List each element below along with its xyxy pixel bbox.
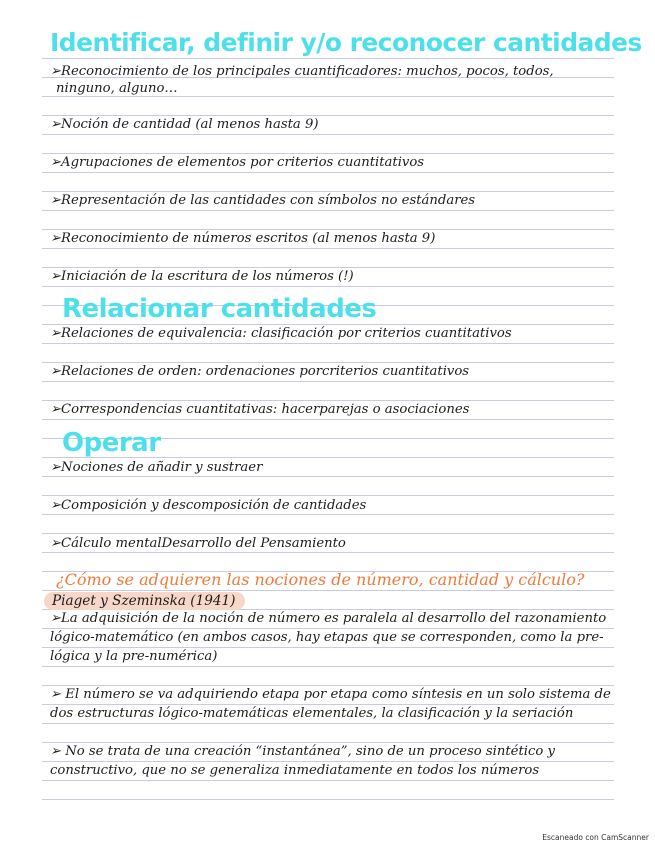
- ruled-line: [42, 343, 614, 344]
- heading-relacionar: Relacionar cantidades: [62, 294, 377, 324]
- list-item: lógica y la pre-numérica): [50, 649, 218, 664]
- ruled-line: [42, 590, 614, 591]
- list-item: ➢Correspondencias cuantitativas: hacerparejas o asociaciones: [50, 402, 470, 417]
- ruled-line: [42, 799, 614, 800]
- ruled-line: [42, 210, 614, 211]
- ruled-line: [42, 172, 614, 173]
- ruled-line: [42, 723, 614, 724]
- ruled-line: [42, 419, 614, 420]
- list-item: lógico-matemático (en ambos casos, hay etapas que se corresponden, como la pre-: [50, 630, 604, 645]
- author-highlight: Piaget y Szeminska (1941): [44, 592, 245, 610]
- list-item: ➢La adquisición de la noción de número es paralela al desarrollo del razonamiento: [50, 611, 607, 626]
- ruled-line: [42, 134, 614, 135]
- list-item: ➢ El número se va adquiriendo etapa por etapa como síntesis en un solo sistema de: [50, 687, 611, 702]
- heading-operar: Operar: [62, 428, 161, 458]
- ruled-line: [42, 533, 614, 534]
- ruled-line: [42, 666, 614, 667]
- list-item: dos estructuras lógico-matemáticas elementales, la clasificación y la seriación: [50, 706, 574, 721]
- list-item: ➢Cálculo mentalDesarrollo del Pensamiento: [50, 536, 346, 551]
- list-item: ➢Reconocimiento de números escritos (al menos hasta 9): [50, 231, 436, 246]
- ruled-line: [42, 286, 614, 287]
- scanner-footer: Escaneado con CamScanner: [542, 833, 649, 842]
- list-item: ➢Representación de las cantidades con símbolos no estándares: [50, 193, 476, 208]
- list-item: ➢Composición y descomposición de cantidades: [50, 498, 367, 513]
- ruled-line: [42, 248, 614, 249]
- ruled-line: [42, 381, 614, 382]
- list-item: ➢Relaciones de orden: ordenaciones porcriterios cuantitativos: [50, 364, 470, 379]
- list-item: ➢Relaciones de equivalencia: clasificación por criterios cuantitativos: [50, 326, 512, 341]
- heading-nociones: ¿Cómo se adquieren las nociones de número, cantidad y cálculo?: [56, 570, 585, 589]
- heading-identificar: Identificar, definir y/o reconocer cantidades: [50, 28, 642, 57]
- list-item: ➢Nociones de añadir y sustraer: [50, 460, 263, 475]
- list-item: ninguno, alguno…: [56, 81, 178, 96]
- list-item: constructivo, que no se generaliza inmediatamente en todos los números: [50, 763, 540, 778]
- ruled-line: [42, 780, 614, 781]
- list-item: ➢Noción de cantidad (al menos hasta 9): [50, 117, 319, 132]
- list-item: ➢Iniciación de la escritura de los números (!): [50, 269, 354, 284]
- ruled-line: [42, 58, 614, 59]
- ruled-line: [42, 495, 614, 496]
- list-item: ➢Reconocimiento de los principales cuantificadores: muchos, pocos, todos,: [50, 64, 554, 79]
- list-item: ➢ No se trata de una creación “instantánea”, sino de un proceso sintético y: [50, 744, 555, 759]
- list-item: ➢Agrupaciones de elementos por criterios cuantitativos: [50, 155, 425, 170]
